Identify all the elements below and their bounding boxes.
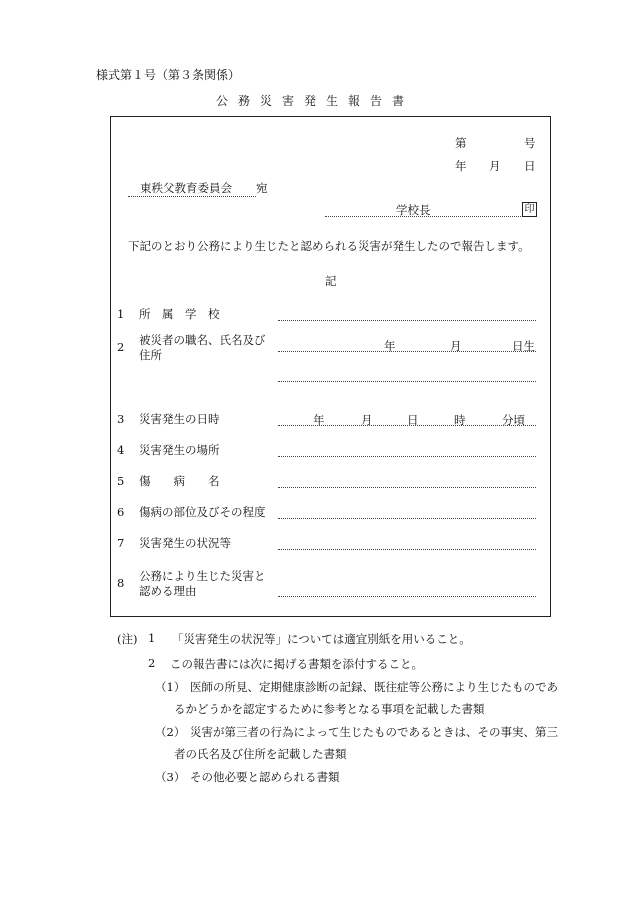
item-label-reason-line2: 認める理由 xyxy=(139,584,197,598)
subnote-2-line1: 災害が第三者の行為によって生じたものであるときは、その事実、第三 xyxy=(190,725,558,739)
item-number: 7 xyxy=(117,536,125,550)
datetime-field-line[interactable] xyxy=(278,425,536,426)
report-number-prefix: 第 xyxy=(455,136,467,150)
report-date-day: 日 xyxy=(524,159,536,173)
item-label-injury-part: 傷病の部位及びその程度 xyxy=(139,505,266,519)
intro-text: 下記のとおり公務により生じたと認められる災害が発生したので報告します。 xyxy=(128,239,530,253)
datetime-day-label: 日 xyxy=(407,413,419,427)
sender-title: 学校長 xyxy=(396,203,431,217)
item-label-reason-line1: 公務により生じた災害と xyxy=(139,569,266,583)
note-1-text: 「災害発生の状況等」については適宜別紙を用いること。 xyxy=(172,632,471,646)
item-number: 5 xyxy=(117,474,125,488)
item-number: 8 xyxy=(117,576,125,590)
school-field-line[interactable] xyxy=(278,320,536,321)
item-label-victim-line1: 被災者の職名、氏名及び xyxy=(139,333,266,347)
injury-part-field-line[interactable] xyxy=(278,518,536,519)
subnote-2-number: （2） xyxy=(155,725,186,739)
note-1-number: 1 xyxy=(148,631,156,645)
addressee-honorific: 宛 xyxy=(256,181,268,195)
situation-field-line[interactable] xyxy=(278,549,536,550)
item-label-situation: 災害発生の状況等 xyxy=(139,536,231,550)
document-title: 公務災害発生報告書 xyxy=(215,94,414,108)
seal-mark: 印 xyxy=(522,202,537,217)
datetime-minute-label: 分頃 xyxy=(502,413,525,427)
injury-field-line[interactable] xyxy=(278,487,536,488)
subnote-1-line2: るかどうかを認定するために参考となる事項を記載した書類 xyxy=(174,702,485,716)
item-label-injury: 傷 病 名 xyxy=(139,474,220,488)
addressee-line xyxy=(128,196,256,197)
place-field-line[interactable] xyxy=(278,456,536,457)
ki-heading: 記 xyxy=(325,274,337,288)
subnote-3-text: その他必要と認められる書類 xyxy=(190,770,340,784)
note-2-number: 2 xyxy=(148,656,156,670)
birth-day-label: 日生 xyxy=(512,339,535,353)
birth-month-label: 月 xyxy=(450,339,462,353)
subnote-1-line1: 医師の所見、定期健康診断の記録、既往症等公務により生じたものであ xyxy=(190,680,558,694)
item-number: 6 xyxy=(117,505,125,519)
item-number: 3 xyxy=(117,412,125,426)
item-label-datetime: 災害発生の日時 xyxy=(139,412,220,426)
report-date-year: 年 xyxy=(455,159,467,173)
item-number: 1 xyxy=(117,307,125,321)
notes-prefix: (注) xyxy=(117,632,138,646)
report-date-month: 月 xyxy=(489,159,501,173)
birth-year-label: 年 xyxy=(384,339,396,353)
item-number: 2 xyxy=(117,340,125,354)
report-number-suffix: 号 xyxy=(524,136,536,150)
item-label-place: 災害発生の場所 xyxy=(139,443,220,457)
address-field-line[interactable] xyxy=(278,381,536,382)
addressee-name: 東秩父教育委員会 xyxy=(140,181,232,195)
datetime-year-label: 年 xyxy=(313,413,325,427)
subnote-1-number: （1） xyxy=(155,680,186,694)
form-number-label: 様式第１号（第３条関係） xyxy=(96,68,241,82)
reason-field-line[interactable] xyxy=(278,596,536,597)
victim-field-line[interactable] xyxy=(278,351,536,352)
item-label-victim-line2: 住所 xyxy=(139,348,162,362)
datetime-month-label: 月 xyxy=(361,413,373,427)
item-number: 4 xyxy=(117,443,125,457)
item-label-school: 所 属 学 校 xyxy=(139,307,220,321)
subnote-3-number: （3） xyxy=(155,770,186,784)
note-2-text: この報告書には次に掲げる書類を添付すること。 xyxy=(170,657,423,671)
subnote-2-line2: 者の氏名及び住所を記載した書類 xyxy=(174,747,347,761)
datetime-hour-label: 時 xyxy=(454,413,466,427)
